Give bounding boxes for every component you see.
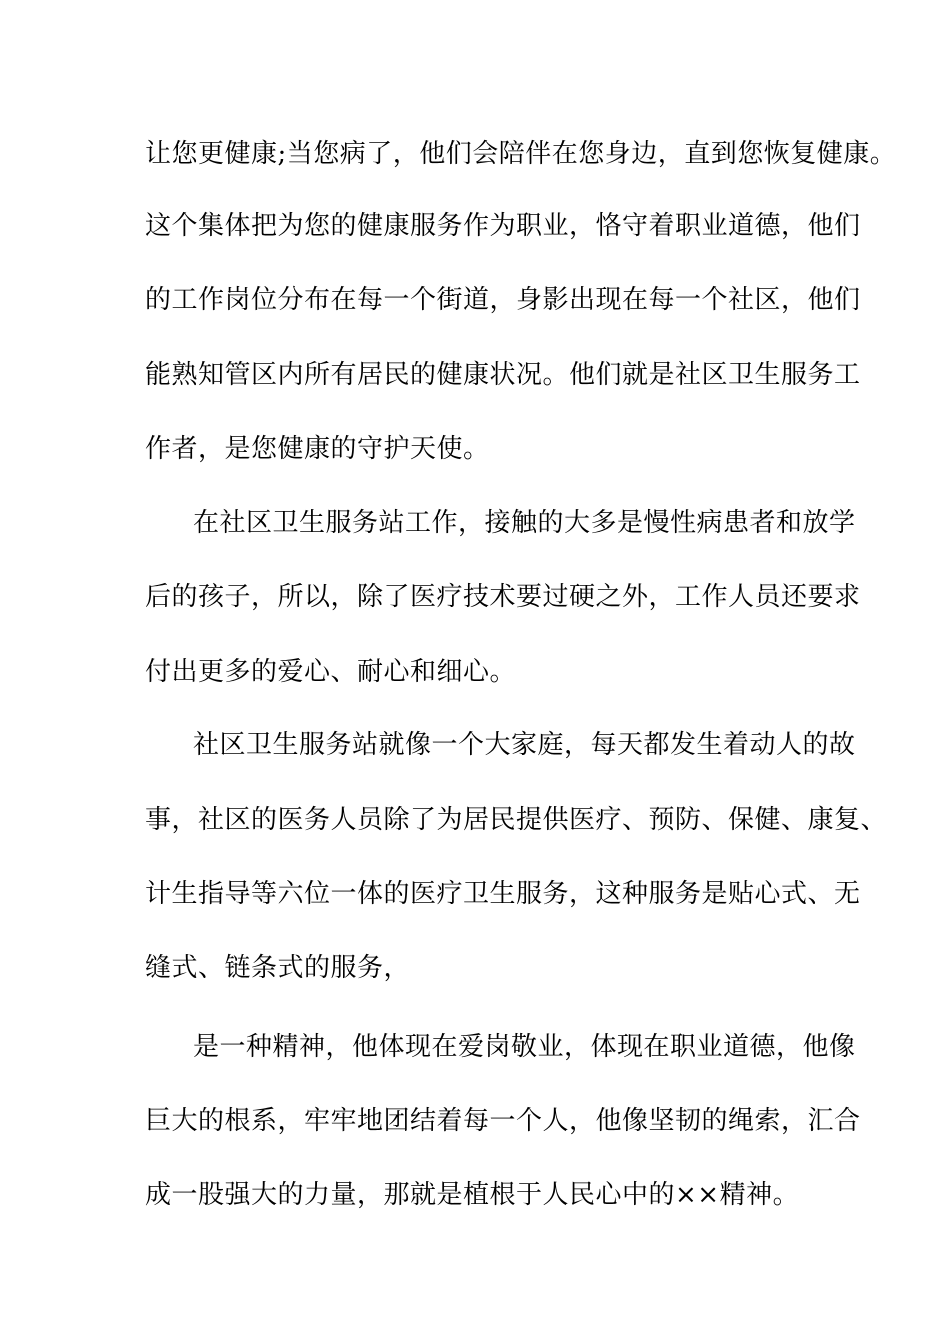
- text-line: 计生指导等六位一体的医疗卫生服务，这种服务是贴心式、无: [145, 879, 861, 909]
- text-line: 能熟知管区内所有居民的健康状况。他们就是社区卫生服务工: [145, 360, 861, 390]
- text-line: 后的孩子，所以，除了医疗技术要过硬之外，工作人员还要求: [145, 582, 861, 612]
- paragraph-first-line: 在社区卫生服务站工作，接触的大多是慢性病患者和放学: [193, 508, 856, 538]
- text-line: 巨大的根系，牢牢地团结着每一个人，他像坚韧的绳索，汇合: [145, 1106, 861, 1136]
- text-line: 这个集体把为您的健康服务作为职业，恪守着职业道德，他们: [145, 211, 861, 241]
- text-line: 事，社区的医务人员除了为居民提供医疗、预防、保健、康复、: [145, 805, 888, 835]
- text-line: 成一股强大的力量，那就是植根于人民心中的××精神。: [145, 1180, 800, 1210]
- text-line: 付出更多的爱心、耐心和细心。: [145, 657, 517, 687]
- text-line: 缝式、链条式的服务，: [145, 953, 411, 983]
- paragraph-first-line: 是一种精神，他体现在爱岗敬业，体现在职业道德，他像: [193, 1032, 856, 1062]
- text-line: 作者，是您健康的守护天使。: [145, 434, 490, 464]
- text-line: 让您更健康;当您病了，他们会陪伴在您身边，直到您恢复健康。: [145, 139, 897, 169]
- paragraph-first-line: 社区卫生服务站就像一个大家庭，每天都发生着动人的故: [193, 730, 856, 760]
- text-line: 的工作岗位分布在每一个街道，身影出现在每一个社区，他们: [145, 285, 861, 315]
